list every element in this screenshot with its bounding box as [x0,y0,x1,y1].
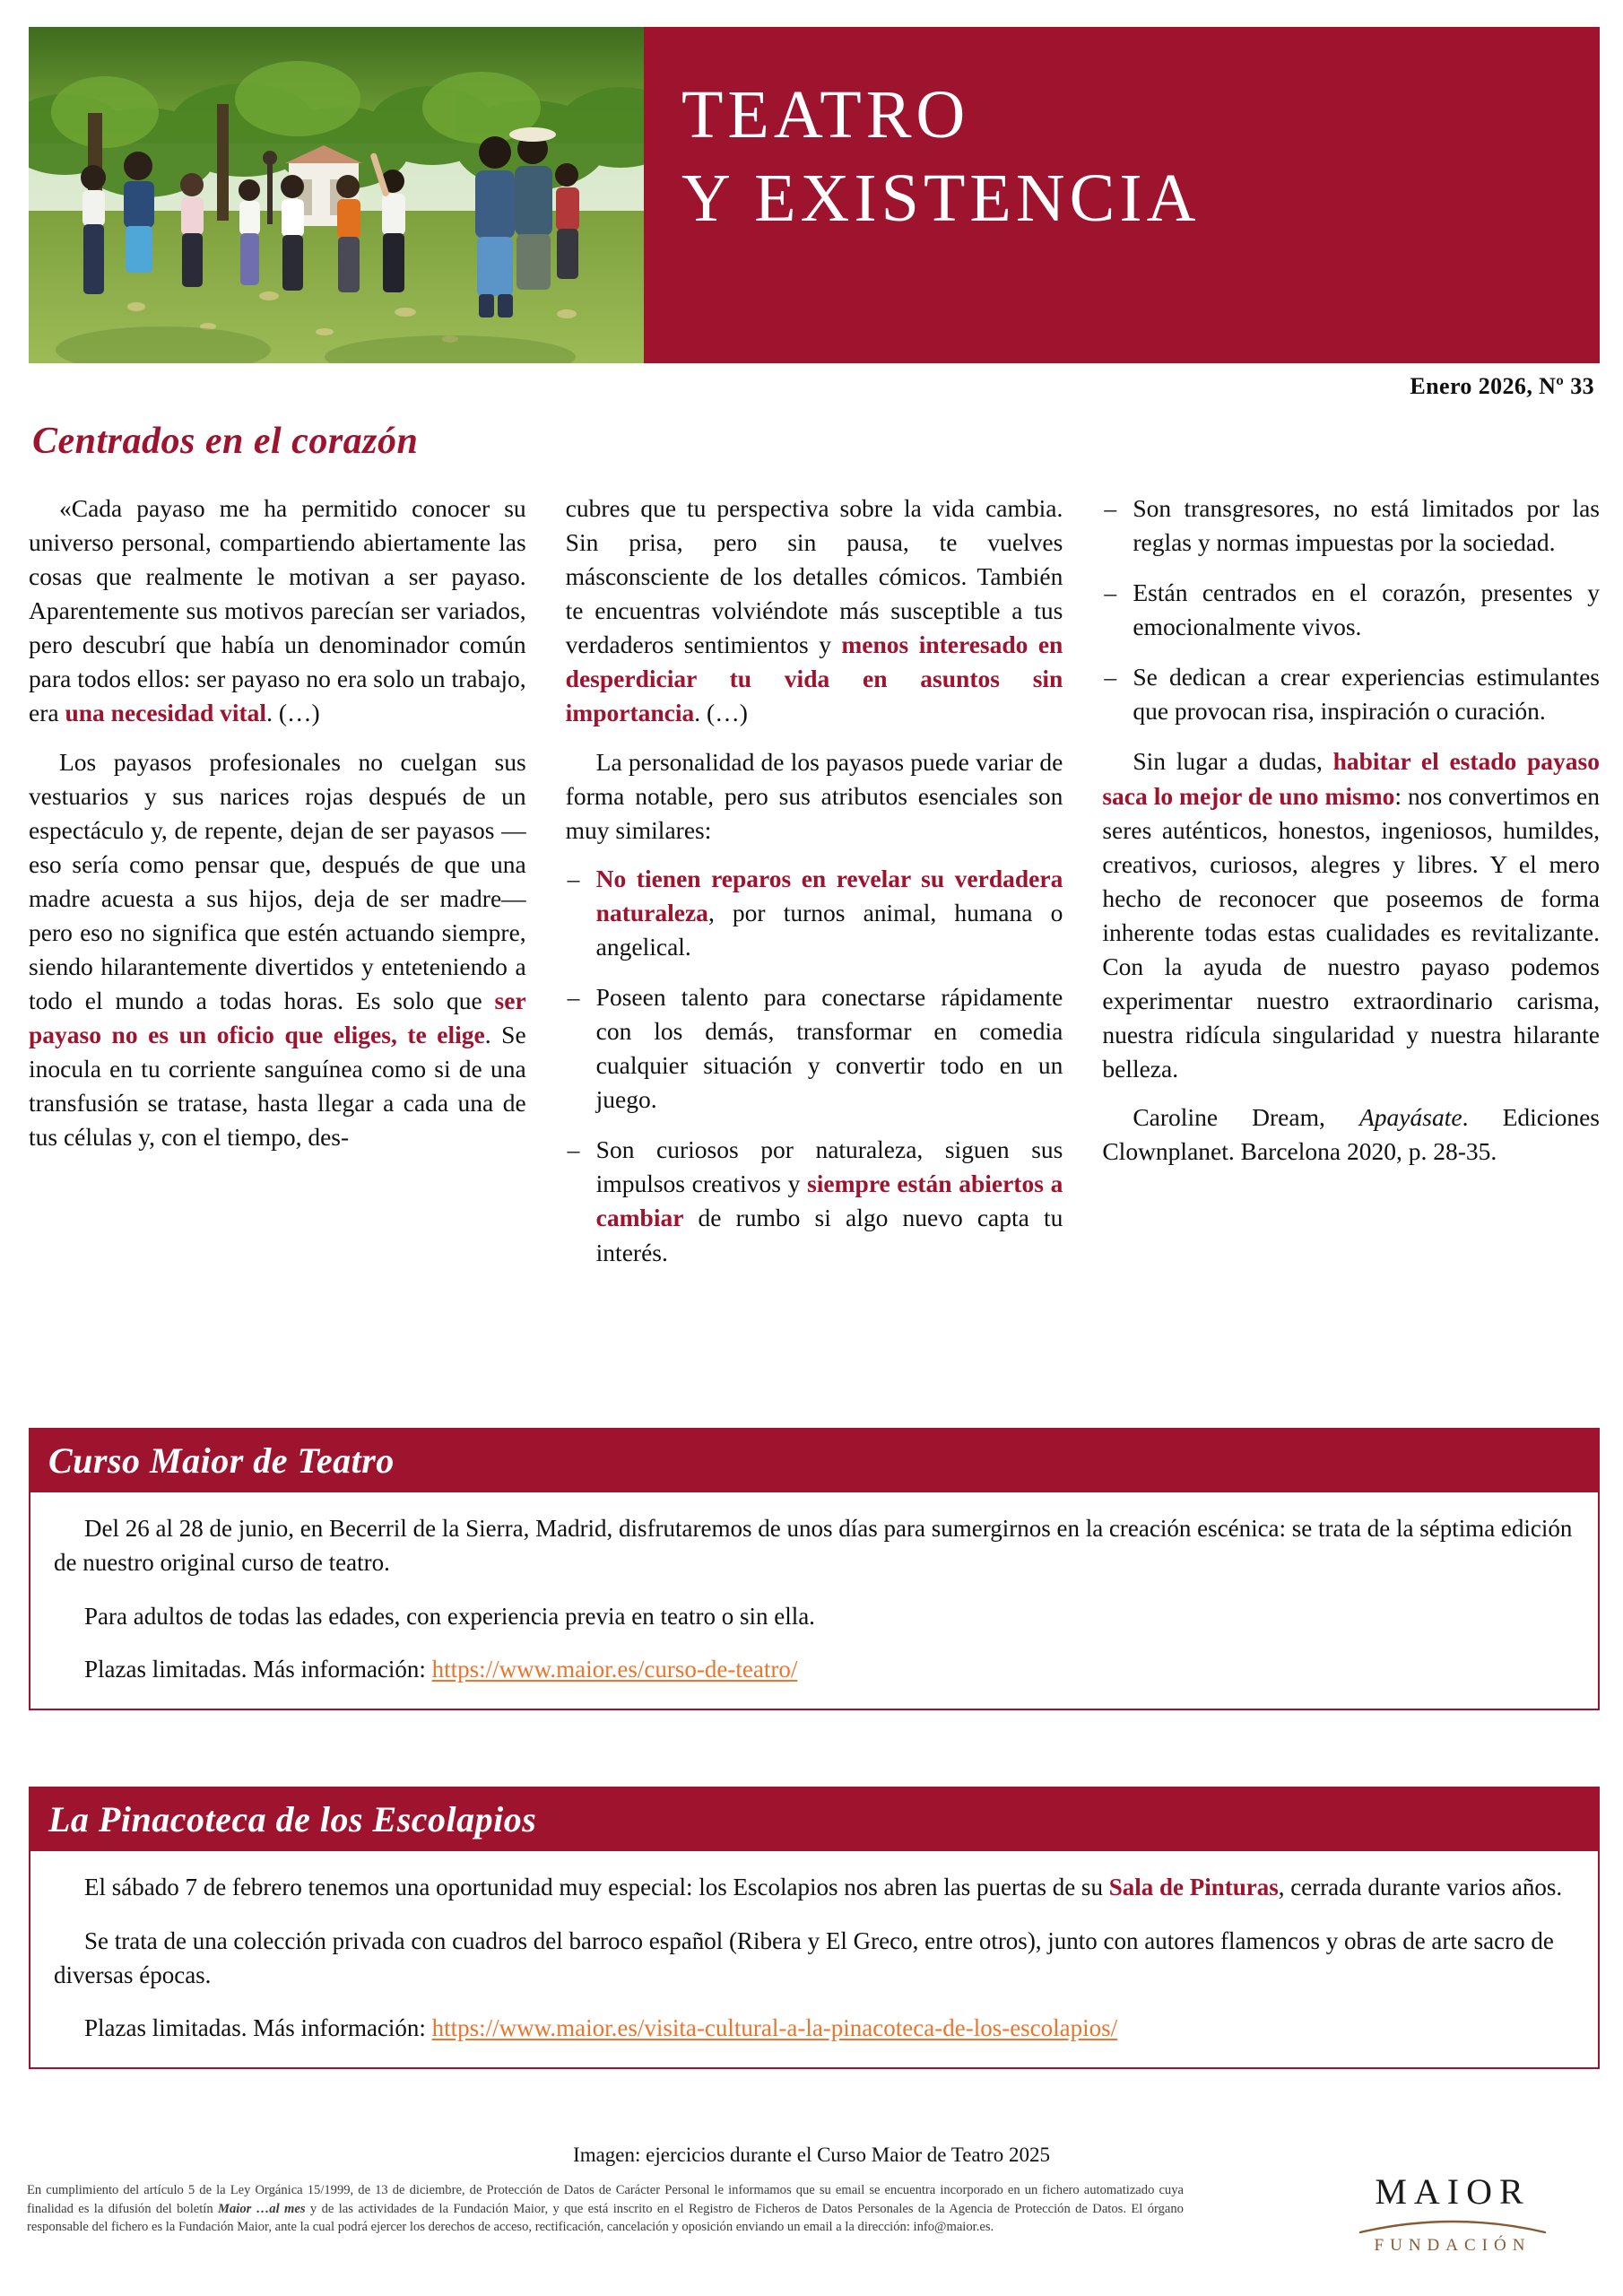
issue-date: Enero 2026, Nº 33 [1410,373,1594,399]
maior-fundacion-logo [1318,2170,1587,2256]
list-item-text: Son curiosos por naturaleza, siguen sus impulsos creativos y [595,1135,1063,1198]
paragraph-with-link [54,1653,1575,1687]
paragraph-text-tail: . Se inocula en tu corriente sanguínea como si de una transfusión se tratase, hasta llegar a cada una de tus células y, con el tiempo, des- [29,1021,526,1152]
highlighted-phrase: ser payaso no es un oficio que eliges, te elige [29,987,526,1049]
legal-text-b: y de las actividades de la Fundación Maior, y que está inscrito en el Registro de Ficheros de Datos Personales de la Agencia de Protección de Datos. El órgano responsable del fichero es la Fundación Maior, ante la cual podrá ejercer los derechos de acceso, rectificación, cancelación y oposición enviando un email a la dirección: info@maior.es. [27,2201,1184,2235]
panel-header [29,1787,1600,1851]
paragraph [29,745,526,1155]
highlighted-phrase: menos interesado en desperdiciar tu vida en asuntos sin importancia [565,631,1063,727]
panel-body [29,1851,1600,2069]
list-item-highlight: siempre están abiertos a cambiar [595,1170,1063,1232]
list-item [566,1133,1063,1269]
panel-header [29,1428,1600,1492]
list-item-text: Poseen talento para conectarse rápidamente con los demás, transformar en comedia cualquier situación y convertir todo en un juego. [595,983,1063,1114]
article-column-1 [29,491,526,1366]
panel-title: Curso Maior de Teatro [48,1439,395,1481]
masthead-title-line2: Y EXISTENCIA [681,160,1201,236]
paragraph-text: Sin lugar a dudas, [1133,747,1333,776]
list-item: – Se dedican a crear experiencias estimulantes que provocan risa, inspiración o curación. [1102,660,1600,728]
masthead-photo [29,27,644,363]
highlighted-phrase: Sala de Pinturas [1108,1874,1279,1900]
masthead-title [681,74,1582,239]
panel-body [29,1492,1600,1710]
more-info-label: Plazas limitadas. Más información: [84,2014,432,2042]
list-item [566,862,1063,964]
paragraph [1102,744,1600,1086]
panel-curso-maior-de-teatro [29,1428,1600,1710]
paragraph-text: El sábado 7 de febrero tenemos una oportunidad muy especial: los Escolapios nos abren las puertas de su [84,1874,1109,1900]
citation-title: Apayásate [1359,1103,1462,1132]
article-heading: Centrados en el corazón [32,421,419,462]
attributes-list-part1 [566,862,1063,1270]
list-item: – Son transgresores, no está limitados por las reglas y normas impuestas por la sociedad. [1102,491,1600,560]
masthead-red-band [644,27,1600,363]
paragraph-text: «Cada payaso me ha permitido conocer su universo personal, compartiendo abiertamente las cosas que realmente le motivan a ser payaso. Aparentemente sus motivos parecían ser variados, pero descubrí que había un denominador común para todos ellos: ser payaso no era solo un trabajo, era [29,494,526,727]
paragraph: Se trata de una colección privada con cuadros del barroco español (Ribera y El Greco, entre otros), junto con autores flamencos y obras de arte sacro de diversas épocas. [54,1926,1554,1988]
highlighted-phrase: habitar el estado payaso saca lo mejor de uno mismo [1102,747,1601,810]
more-info-label: Plazas limitadas. Más información: [84,1656,432,1683]
logo-arc-icon [1358,2214,1547,2234]
list-item [566,980,1063,1117]
article-column-3 [1102,491,1600,1366]
list-item-highlight: No tienen reparos en revelar su verdadera naturaleza [595,864,1063,926]
list-item-text-tail: de rumbo si algo nuevo capta tu interés. [595,1204,1063,1266]
paragraph [566,491,1063,731]
panel-title: La Pinacoteca de los Escolapios [48,1798,537,1839]
paragraph-text: cubres que tu perspectiva sobre la vida cambia. Sin prisa, pero sin pausa, te vuelves másconsciente de los detalles cómicos. También te encuentras volviéndote más susceptible a tus verdaderos sentimientos y [565,494,1063,659]
paragraph [54,1871,1575,1905]
article-columns [29,491,1600,1366]
masthead [29,27,1600,363]
attributes-list-part2 [1102,491,1600,728]
paragraph: Para adultos de todas las edades, con experiencia previa en teatro o sin ella. [84,1602,815,1630]
paragraph: Del 26 al 28 de junio, en Becerril de la Sierra, Madrid, disfrutaremos de unos días para sumergirnos en la creación escénica: se trata de la séptima edición de nuestro original curso de teatro. [54,1515,1573,1576]
masthead-title-line1: TEATRO [681,77,970,152]
legal-text-a: En cumplimiento del artículo 5 de la Ley Orgánica 15/1999, de 13 de diciembre, de Protección de Datos de Carácter Personal le informamos que su email se encuentra incorporado en un fichero automatizado cuya finalidad es la difusión del boletín [27,2183,1184,2216]
photo-illustration [29,27,644,363]
paragraph-text-tail: : nos convertimos en seres auténticos, honestos, ingeniosos, humildes, creativos, curiosos, alegres y libres. Y el mero hecho de reconocer que poseemos de forma inherente todas estas cualidades es revitalizante. Con la ayuda de nuestro payaso podemos experimentar nuestro extraordinario carisma, nuestra ridícula singularidad y nuestra hilarante belleza. [1102,781,1601,1083]
paragraph-text-tail: . (…) [266,699,320,727]
paragraph [29,491,526,731]
legal-notice [27,2181,1184,2237]
logo-wordmark: MAIOR [1375,2171,1531,2212]
pinacoteca-link[interactable]: https://www.maior.es/visita-cultural-a-la-pinacoteca-de-los-escolapios/ [431,2014,1118,2042]
list-item: – Están centrados en el corazón, presentes y emocionalmente vivos. [1102,576,1600,644]
paragraph: La personalidad de los payasos puede variar de forma notable, pero sus atributos esenciales son muy similares: [565,747,1063,844]
curso-teatro-link[interactable]: https://www.maior.es/curso-de-teatro/ [431,1656,798,1683]
citation [1102,1100,1600,1169]
citation-publisher: . Ediciones Clownplanet. Barcelona 2020, p. 28-35. [1102,1103,1601,1166]
citation-author: Caroline Dream, [1133,1103,1359,1132]
list-item-text: , por turnos animal, humana o angelical. [595,898,1063,961]
highlighted-phrase: una necesidad vital [65,699,267,727]
paragraph-text: Los payasos profesionales no cuelgan sus vestuarios y sus narices rojas después de un espectáculo y, de repente, dejan de ser payasos —eso sería como pensar que, después de que una madre acuesta a sus hijos, deja de ser madre— pero eso no significa que estén actuando siempre, siendo hilarantemente divertidos y enteteniendo a todo el mundo a todas horas. Es solo que [29,747,526,1015]
panel-la-pinacoteca-de-los-escolapios [29,1787,1600,2069]
paragraph-with-link [54,2012,1575,2046]
logo-subtitle: FUNDACIÓN [1374,2236,1532,2255]
bulletin-name: Maior …al mes [218,2201,306,2216]
paragraph-text-tail: , cerrada durante varios años. [1278,1874,1563,1900]
article-column-2 [566,491,1063,1366]
paragraph-text-tail: . (…) [694,699,748,727]
image-caption: Imagen: ejercicios durante el Curso Maior de Teatro 2025 [573,2144,1050,2166]
